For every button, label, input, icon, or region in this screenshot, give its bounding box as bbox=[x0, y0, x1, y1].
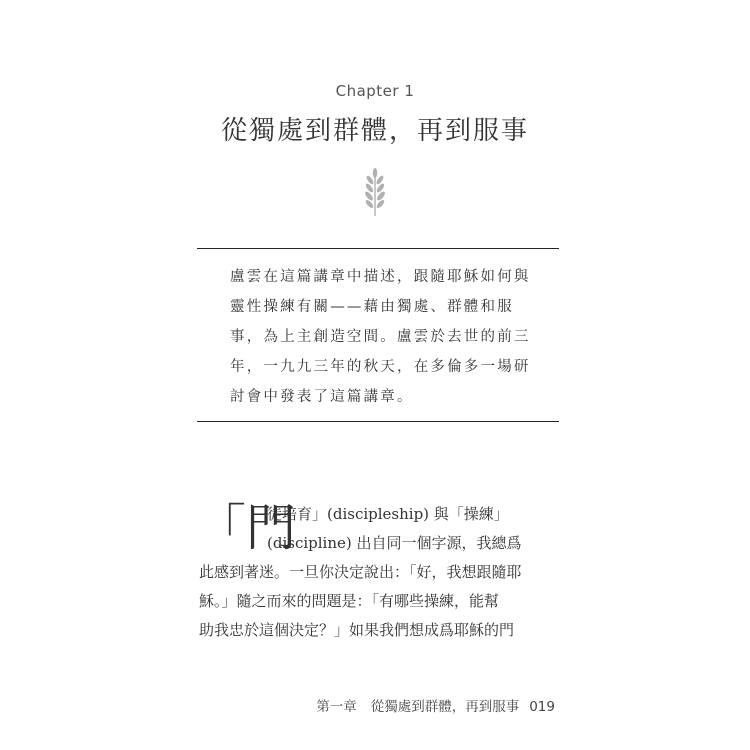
drop-cap: 「門 bbox=[196, 499, 296, 557]
intro-line: 年，一九九三年的秋天，在多倫多一場研 bbox=[230, 359, 531, 375]
intro-line: 靈性操練有關——藉由獨處、群體和服 bbox=[230, 299, 514, 315]
body-line: (discipline) 出自同一個字源，我總爲 bbox=[267, 534, 522, 552]
body-line: 穌。」隨之而來的問題是：「有哪些操練，能幫 bbox=[199, 592, 500, 610]
body-paragraph bbox=[199, 500, 561, 645]
footer-chapter: 第一章 bbox=[316, 699, 357, 715]
page-number: 019 bbox=[529, 699, 555, 715]
intro-line: 討會中發表了這篇講章。 bbox=[230, 389, 414, 405]
intro-line: 盧雲在這篇講章中描述，跟隨耶穌如何與 bbox=[230, 269, 531, 285]
chapter-title: 從獨處到群體，再到服事 bbox=[220, 116, 529, 146]
body-line: 助我忠於這個決定？」如果我們想成爲耶穌的門 bbox=[199, 621, 515, 639]
wheat-icon bbox=[361, 168, 389, 218]
chapter-label: Chapter 1 bbox=[335, 82, 415, 100]
intro-paragraph bbox=[230, 262, 530, 412]
body-line: 徒培育」(discipleship) 與「操練」 bbox=[267, 505, 509, 523]
intro-top-rule bbox=[197, 248, 559, 249]
intro-line: 事，為上主創造空間。盧雲於去世的前三 bbox=[230, 329, 531, 345]
page-footer bbox=[316, 695, 555, 715]
footer-title: 從獨處到群體，再到服事 bbox=[370, 699, 520, 715]
body-line: 此感到著迷。一旦你決定說出：「好，我想跟隨耶 bbox=[199, 563, 522, 581]
intro-bottom-rule bbox=[197, 421, 559, 422]
